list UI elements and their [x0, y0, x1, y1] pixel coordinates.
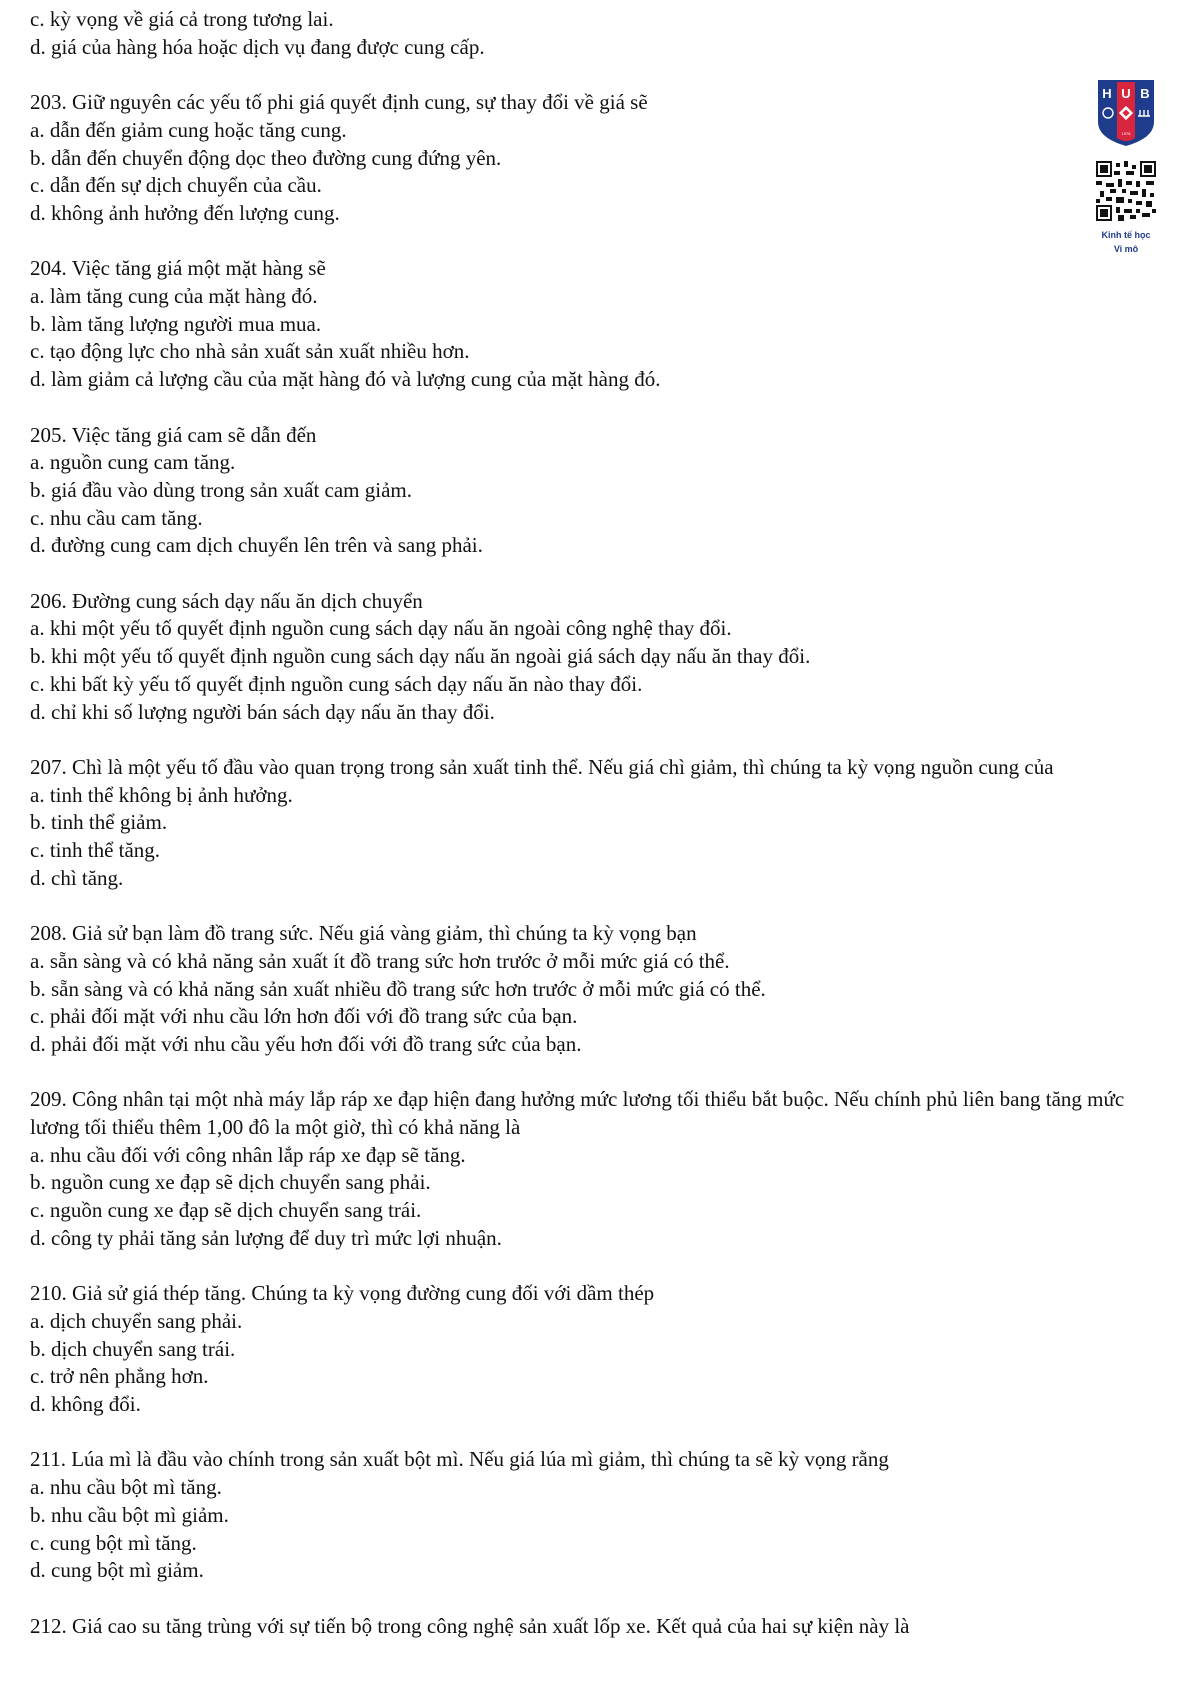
- answer-option: c. khi bất kỳ yếu tố quyết định nguồn cung sách dạy nấu ăn nào thay đổi.: [30, 671, 643, 696]
- logo-caption-title: Kinh tế học: [1101, 230, 1151, 240]
- answer-option: d. không ảnh hưởng đến lượng cung.: [30, 200, 340, 225]
- answer-option: b. nguồn cung xe đạp sẽ dịch chuyển sang phải.: [30, 1170, 431, 1195]
- answer-option: c. dẫn đến sự dịch chuyển của cầu.: [30, 173, 322, 198]
- logo-letter-b: B: [1140, 86, 1150, 101]
- option-c: c. kỳ vọng về giá cả trong tương lai.: [30, 7, 334, 31]
- spacer: [30, 1585, 1170, 1613]
- question-block: [30, 89, 1170, 228]
- answer-option: c. tinh thể tăng.: [30, 838, 161, 863]
- spacer: [30, 228, 1170, 256]
- answer-option: d. đường cung cam dịch chuyển lên trên và sang phải.: [30, 533, 483, 558]
- spacer: [30, 560, 1170, 588]
- answer-option: b. tinh thể giảm.: [30, 810, 168, 835]
- spacer: [30, 61, 1170, 89]
- answer-option: a. khi một yếu tố quyết định nguồn cung sách dạy nấu ăn ngoài công nghệ thay đổi.: [30, 616, 732, 641]
- spacer: [30, 1419, 1170, 1447]
- logo-caption-subtitle: Vi mô: [1113, 244, 1139, 254]
- logo-year: 1976: [1121, 131, 1131, 136]
- logo-letter-h: H: [1102, 86, 1112, 101]
- answer-option: c. nhu cầu cam tăng.: [30, 505, 203, 530]
- answer-option: a. nguồn cung cam tăng.: [30, 450, 236, 475]
- question-title: 206. Đường cung sách dạy nấu ăn dịch chuyển: [30, 588, 423, 613]
- answer-option: d. không đổi.: [30, 1392, 141, 1417]
- answer-option: b. giá đầu vào dùng trong sản xuất cam giảm.: [30, 477, 412, 502]
- spacer: [30, 726, 1170, 754]
- question-block: [30, 920, 1170, 1059]
- answer-option: d. chì tăng.: [30, 865, 124, 890]
- logo-letter-u: U: [1121, 86, 1131, 101]
- question-title: 210. Giả sử giá thép tăng. Chúng ta kỳ vọng đường cung đối với dầm thép: [30, 1281, 655, 1306]
- question-title: 211. Lúa mì là đầu vào chính trong sản xuất bột mì. Nếu giá lúa mì giảm, thì chúng ta sẽ kỳ vọng rằng: [30, 1447, 889, 1472]
- question-title: 209. Công nhân tại một nhà máy lắp ráp xe đạp hiện đang hưởng mức lương tối thiểu bắt buộc. Nếu chính phủ liên bang tăng mức lương tối thiểu thêm 1,00 đô la một giờ, thì có khả năng là: [30, 1087, 1125, 1140]
- question-title: 204. Việc tăng giá một mặt hàng sẽ: [30, 256, 326, 281]
- spacer: [30, 892, 1170, 920]
- question-block: [30, 255, 1170, 394]
- spacer: [30, 394, 1170, 422]
- answer-option: a. nhu cầu bột mì tăng.: [30, 1475, 222, 1500]
- answer-option: b. dẫn đến chuyển động dọc theo đường cung đứng yên.: [30, 145, 502, 170]
- question-block: [30, 1446, 1170, 1585]
- answer-option: a. dẫn đến giảm cung hoặc tăng cung.: [30, 117, 347, 142]
- answer-option: b. làm tăng lượng người mua mua.: [30, 311, 322, 336]
- question-title: 208. Giả sử bạn làm đồ trang sức. Nếu giá vàng giảm, thì chúng ta kỳ vọng bạn: [30, 921, 697, 946]
- answer-option: d. phải đối mặt với nhu cầu yếu hơn đối với đồ trang sức của bạn.: [30, 1031, 582, 1056]
- answer-option: b. sẵn sàng và có khả năng sản xuất nhiều đồ trang sức hơn trước ở mỗi mức giá có thể.: [30, 976, 766, 1001]
- question-block: [30, 1086, 1170, 1252]
- answer-option: a. tinh thể không bị ảnh hưởng.: [30, 782, 293, 807]
- question-block: [30, 588, 1170, 727]
- question-block: [30, 1280, 1170, 1419]
- spacer: [30, 1059, 1170, 1087]
- answer-option: a. làm tăng cung của mặt hàng đó.: [30, 284, 318, 308]
- answer-option: c. tạo động lực cho nhà sản xuất sản xuất nhiều hơn.: [30, 339, 470, 364]
- question-title: 207. Chì là một yếu tố đầu vào quan trọng trong sản xuất tinh thể. Nếu giá chì giảm, thì chúng ta kỳ vọng nguồn cung của: [30, 754, 1054, 779]
- question-title: 205. Việc tăng giá cam sẽ dẫn đến: [30, 422, 317, 447]
- answer-option: d. công ty phải tăng sản lượng để duy trì mức lợi nhuận.: [30, 1225, 502, 1250]
- answer-option: a. dịch chuyển sang phải.: [30, 1308, 243, 1333]
- question-list: [30, 89, 1170, 1640]
- answer-option: d. làm giảm cả lượng cầu của mặt hàng đó và lượng cung của mặt hàng đó.: [30, 367, 661, 392]
- answer-option: c. phải đối mặt với nhu cầu lớn hơn đối với đồ trang sức của bạn.: [30, 1004, 578, 1029]
- question-block: [30, 1613, 1170, 1641]
- answer-option: b. khi một yếu tố quyết định nguồn cung sách dạy nấu ăn ngoài giá sách dạy nấu ăn thay đổi.: [30, 644, 811, 669]
- answer-option: c. trở nên phẳng hơn.: [30, 1364, 209, 1389]
- document-page: [30, 6, 1170, 1640]
- option-d: d. giá của hàng hóa hoặc dịch vụ đang được cung cấp.: [30, 34, 485, 59]
- answer-option: d. cung bột mì giảm.: [30, 1558, 204, 1583]
- answer-option: d. chỉ khi số lượng người bán sách dạy nấu ăn thay đổi.: [30, 699, 495, 724]
- answer-option: c. cung bột mì tăng.: [30, 1530, 197, 1555]
- answer-option: b. dịch chuyển sang trái.: [30, 1336, 236, 1361]
- answer-option: b. nhu cầu bột mì giảm.: [30, 1502, 229, 1527]
- answer-option: c. nguồn cung xe đạp sẽ dịch chuyển sang trái.: [30, 1198, 422, 1223]
- question-title: 212. Giá cao su tăng trùng với sự tiến bộ trong công nghệ sản xuất lốp xe. Kết quả của hai sự kiện này là: [30, 1613, 910, 1638]
- answer-option: a. sẵn sàng và có khả năng sản xuất ít đồ trang sức hơn trước ở mỗi mức giá có thể.: [30, 948, 730, 973]
- question-title: 203. Giữ nguyên các yếu tố phi giá quyết định cung, sự thay đổi về giá sẽ: [30, 90, 648, 115]
- answer-option: a. nhu cầu đối với công nhân lắp ráp xe đạp sẽ tăng.: [30, 1142, 466, 1167]
- spacer: [30, 1253, 1170, 1281]
- question-block: [30, 754, 1170, 893]
- question-block: [30, 422, 1170, 561]
